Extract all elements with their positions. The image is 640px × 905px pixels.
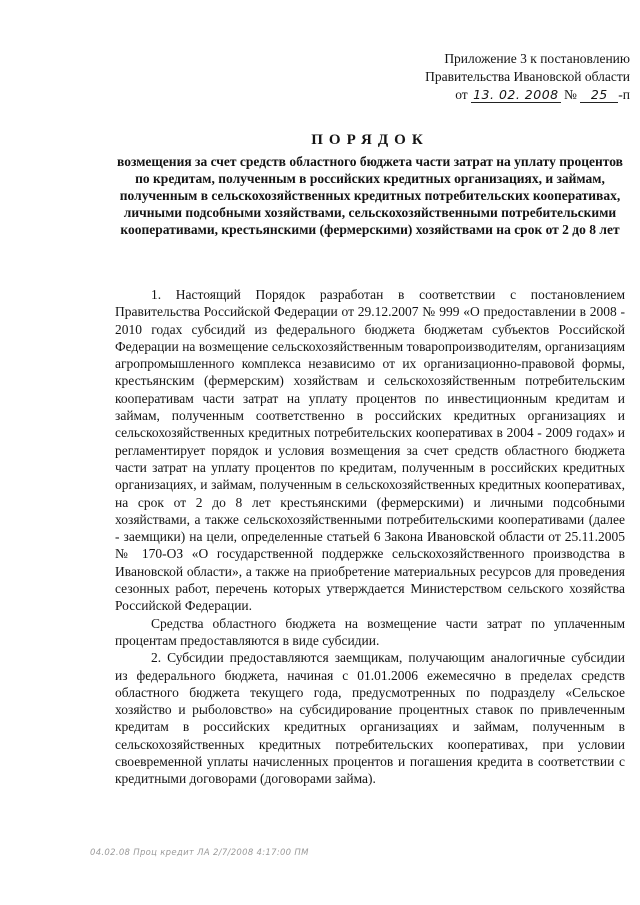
date-prefix: от: [455, 87, 468, 102]
paragraph-2: Средства областного бюджета на возмещение части затрат по уплаченным процентам предоставляются в виде субсидии.: [115, 615, 625, 648]
attachment-date-line: [380, 86, 630, 104]
file-footer: 04.02.08 Проц кредит ЛА 2/7/2008 4:17:00 ПМ: [90, 848, 309, 858]
attachment-line-1: Приложение 3 к постановлению: [444, 51, 630, 66]
document-title: ПОРЯДОК: [311, 132, 429, 148]
handwritten-number: 25: [580, 88, 618, 103]
document-subtitle: возмещения за счет средств областного бюджета части затрат на уплату процентов по кредитам, полученным в российских кредитных организациях, и займам, полученным в сельскохозяйственных кредитных потребительских кооперативах, личными подсобными хозяйствами, сельскохозяйственными потребительскими кооперативами, крестьянскими (фермерскими) хозяйствами на срок от 2 до 8 лет: [117, 154, 623, 237]
title-block: [100, 132, 640, 238]
paragraph-3: 2. Субсидии предоставляются заемщикам, получающим аналогичные субсидии из федерального бюджета, начиная с 01.01.2006 ежемесячно в пределах средств областного бюджета текущего года, предусмотренных по подразделу «Сельское хозяйство и рыболовство» на субсидирование процентных ставок по привлеченным кредитам в российских кредитных организациях и займам, полученным в сельскохозяйственных кредитных потребительских кооперативах, при условии своевременной уплаты начисленных процентов и погашения кредита в соответствии с кредитными договорами (договорами займа).: [115, 650, 625, 787]
paragraph-1: 1. Настоящий Порядок разработан в соответствии с постановлением Правительства Российской Федерации от 29.12.2007 № 999 «О предоставлении в 2008 - 2010 годах субсидий из федерального бюджета бюджетам субъектов Российской Федерации на возмещение сельскохозяйственным товаропроизводителям, организациям агропромышленного комплекса независимо от их организационно-правовой формы, крестьянским (фермерским) хозяйствам и сельскохозяйственным потребительским кооперативам части затрат на уплату процентов по инвестиционным кредитам и займам, полученным соответственно в российских кредитных организациях и сельскохозяйственных кредитных потребительских кооперативах в 2004 - 2009 годах» и регламентирует порядок и условия возмещения за счет средств областного бюджета части затрат на уплату процентов по кредитам, полученным в российских кредитных организациях, и займам, полученным в сельскохозяйственных кредитных кооперативах, на срок от 2 до 8 лет крестьянскими (фермерскими) и личными подсобными хозяйствами, а также сельскохозяйственными потребительскими кооперативами (далее - заемщики) на цели, определенные статьей 6 Закона Ивановской области от 25.11.2005 № 170-ОЗ «О государственной поддержке сельскохозяйственного производства в Ивановской области», а также на приобретение материальных ресурсов для проведения сезонных работ, перечень которых утверждается Министерством сельского хозяйства Российской Федерации.: [115, 287, 625, 614]
number-sign: №: [564, 87, 577, 102]
number-suffix: -п: [618, 87, 630, 102]
attachment-line-2: Правительства Ивановской области: [425, 69, 630, 84]
handwritten-date: 13. 02. 2008: [473, 87, 559, 102]
document-body: [115, 286, 625, 788]
attachment-header: [380, 50, 630, 104]
